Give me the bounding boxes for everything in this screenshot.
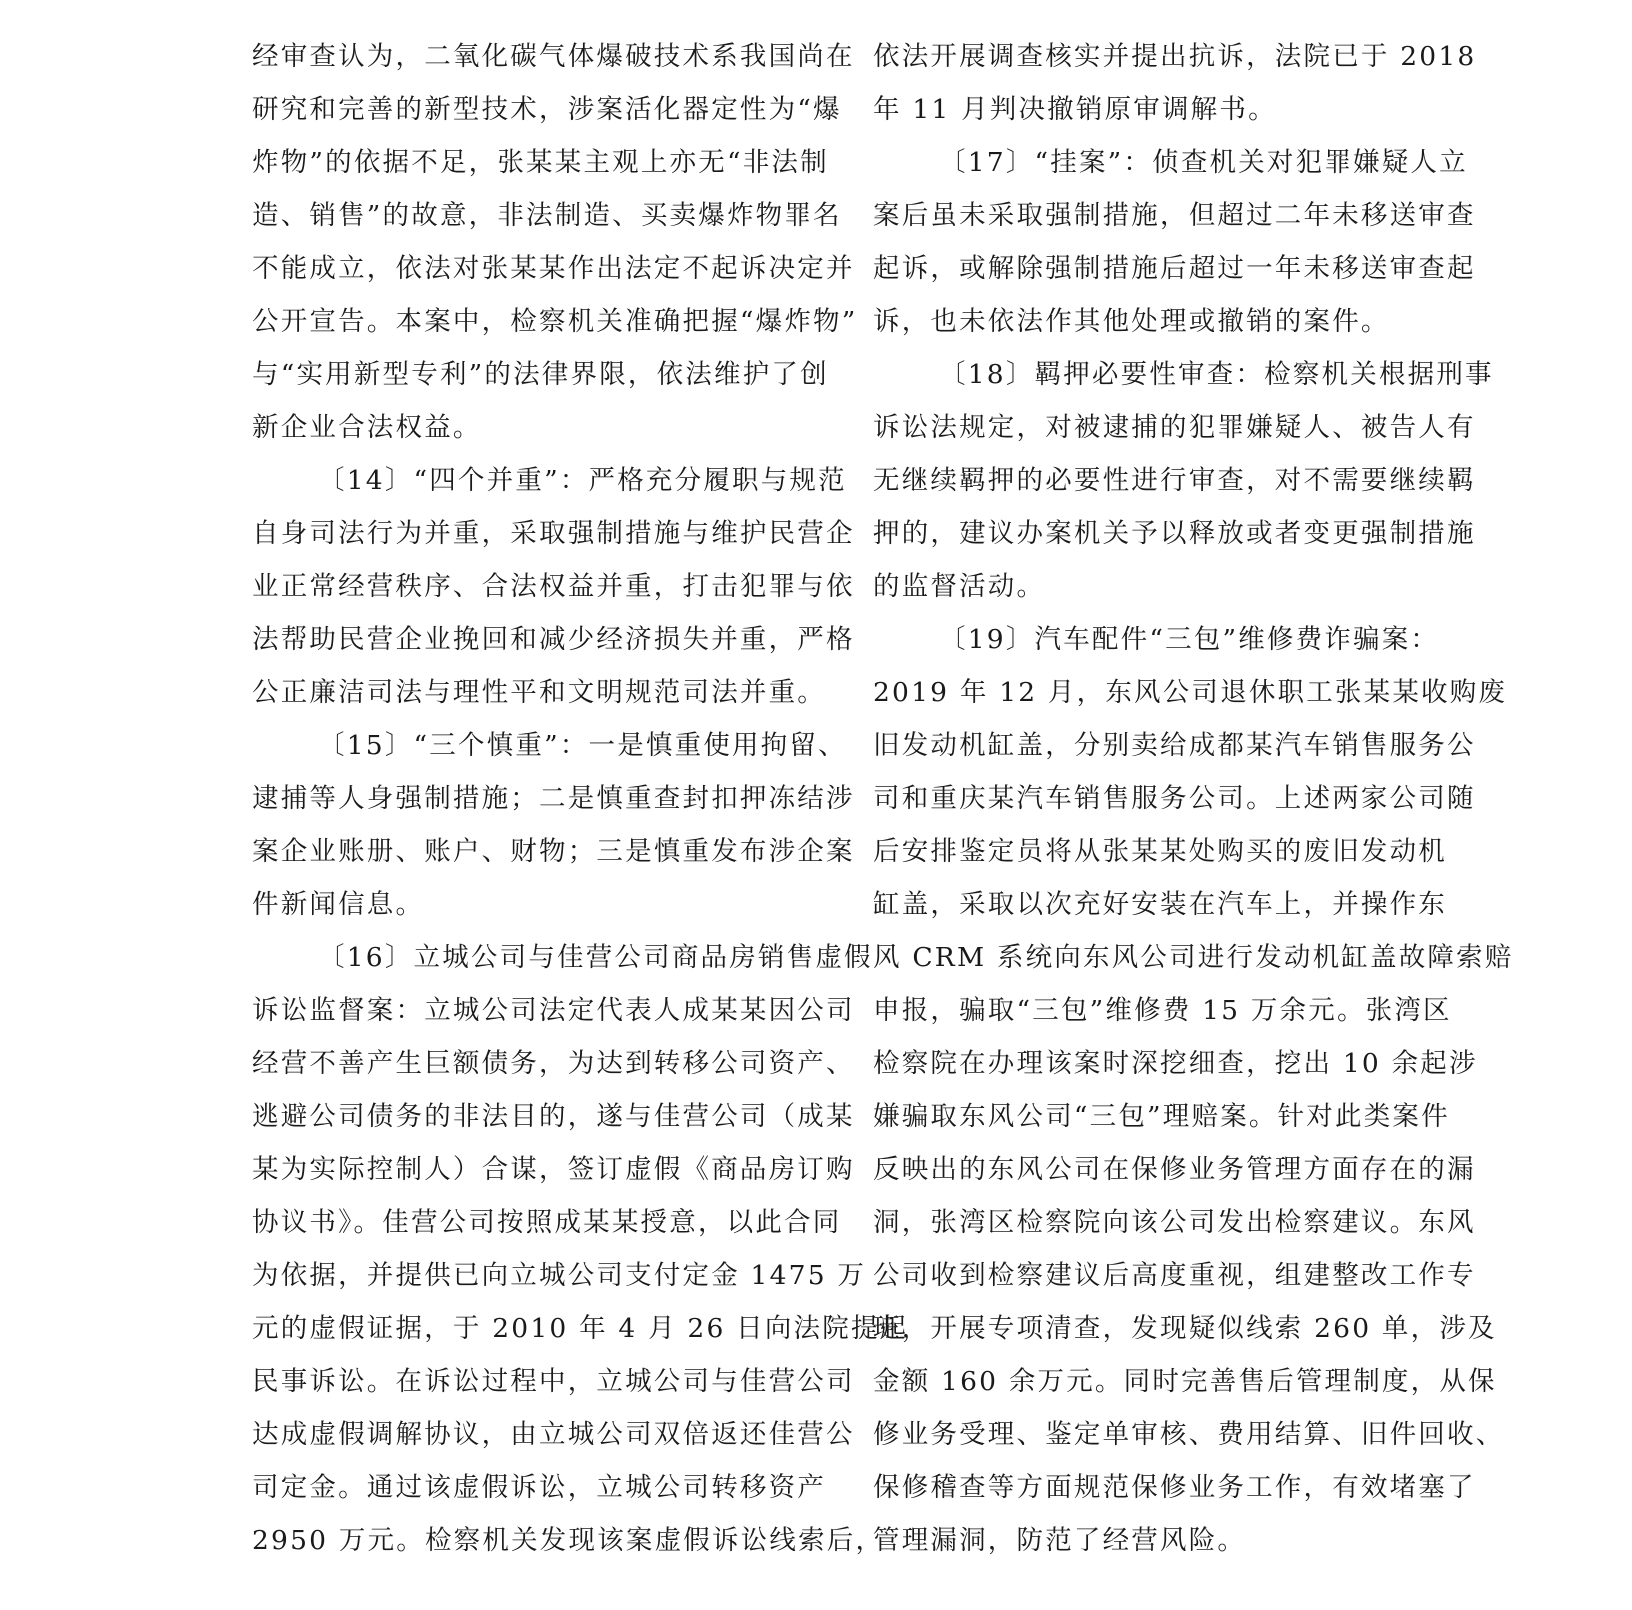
text-line: 嫌骗取东风公司“三包”理赔案。针对此类案件: [873, 1101, 1450, 1132]
text-line: 诉讼法规定，对被逮捕的犯罪嫌疑人、被告人有: [873, 412, 1476, 443]
text-line: 不能成立，依法对张某某作出法定不起诉决定并: [252, 253, 855, 284]
text-line: 某为实际控制人）合谋，签订虚假《商品房订购: [252, 1154, 855, 1185]
text-line: 押的，建议办案机关予以释放或者变更强制措施: [873, 518, 1476, 549]
text-line: 〔16〕立城公司与佳营公司商品房销售虚假: [318, 942, 873, 973]
text-line: 2019 年 12 月，东风公司退休职工张某某收购废: [873, 677, 1508, 708]
text-line: 诉，也未依法作其他处理或撤销的案件。: [873, 306, 1390, 337]
text-line: 研究和完善的新型技术，涉案活化器定性为“爆: [252, 94, 842, 125]
text-line: 司定金。通过该虚假诉讼，立城公司转移资产: [252, 1472, 826, 1503]
text-line: 〔17〕“挂案”：侦查机关对犯罪嫌疑人立: [939, 147, 1468, 178]
text-line: 依法开展调查核实并提出抗诉，法院已于 2018: [873, 41, 1477, 72]
text-line: 造、销售”的故意，非法制造、买卖爆炸物罪名: [252, 200, 842, 231]
text-line: 公开宣告。本案中，检察机关准确把握“爆炸物”: [252, 306, 858, 337]
text-line: 自身司法行为并重，采取强制措施与维护民营企: [252, 518, 855, 549]
text-line: 元的虚假证据，于 2010 年 4 月 26 日向法院提起: [252, 1313, 909, 1344]
text-line: 逮捕等人身强制措施；二是慎重查封扣押冻结涉: [252, 783, 855, 814]
text-line: 〔15〕“三个慎重”：一是慎重使用拘留、: [318, 730, 847, 761]
left-text-column: [252, 30, 909, 1567]
text-line: 司和重庆某汽车销售服务公司。上述两家公司随: [873, 783, 1476, 814]
text-line: 无继续羁押的必要性进行审查，对不需要继续羁: [873, 465, 1476, 496]
text-line: 与“实用新型专利”的法律界限，依法维护了创: [252, 359, 829, 390]
text-line: 申报，骗取“三包”维修费 15 万余元。张湾区: [873, 995, 1452, 1026]
text-line: 为依据，并提供已向立城公司支付定金 1475 万: [252, 1260, 867, 1291]
text-line: 后安排鉴定员将从张某某处购买的废旧发动机: [873, 836, 1447, 867]
text-line: 公司收到检察建议后高度重视，组建整改工作专: [873, 1260, 1476, 1291]
text-line: 反映出的东风公司在保修业务管理方面存在的漏: [873, 1154, 1476, 1185]
text-line: 炸物”的依据不足，张某某主观上亦无“非法制: [252, 147, 829, 178]
text-line: 〔14〕“四个并重”：严格充分履职与规范: [318, 465, 847, 496]
text-line: 协议书》。佳营公司按照成某某授意，以此合同: [252, 1207, 842, 1238]
text-line: 金额 160 余万元。同时完善售后管理制度，从保: [873, 1366, 1497, 1397]
text-line: 业正常经营秩序、合法权益并重，打击犯罪与依: [252, 571, 855, 602]
text-line: 班，开展专项清查，发现疑似线索 260 单，涉及: [873, 1313, 1497, 1344]
text-line: 法帮助民营企业挽回和减少经济损失并重，严格: [252, 624, 855, 655]
text-line: 新企业合法权益。: [252, 412, 482, 443]
text-line: 洞，张湾区检察院向该公司发出检察建议。东风: [873, 1207, 1476, 1238]
text-line: 逃避公司债务的非法目的，遂与佳营公司（成某: [252, 1101, 855, 1132]
text-line: 经营不善产生巨额债务，为达到转移公司资产、: [252, 1048, 855, 1079]
text-line: 管理漏洞，防范了经营风险。: [873, 1525, 1247, 1556]
right-text-column: [873, 30, 1514, 1567]
text-line: 起诉，或解除强制措施后超过一年未移送审查起: [873, 253, 1476, 284]
text-line: 〔18〕羁押必要性审查：检察机关根据刑事: [939, 359, 1494, 390]
text-line: 保修稽查等方面规范保修业务工作，有效堵塞了: [873, 1472, 1476, 1503]
text-line: 2950 万元。检察机关发现该案虚假诉讼线索后，: [252, 1525, 885, 1556]
text-line: 公正廉洁司法与理性平和文明规范司法并重。: [252, 677, 826, 708]
text-line: 年 11 月判决撤销原审调解书。: [873, 94, 1277, 125]
text-line: 达成虚假调解协议，由立城公司双倍返还佳营公: [252, 1419, 855, 1450]
text-line: 风 CRM 系统向东风公司进行发动机缸盖故障索赔: [873, 942, 1514, 973]
text-line: 件新闻信息。: [252, 889, 425, 920]
text-line: 缸盖，采取以次充好安装在汽车上，并操作东: [873, 889, 1447, 920]
text-line: 〔19〕汽车配件“三包”维修费诈骗案：: [939, 624, 1440, 655]
text-line: 经审查认为，二氧化碳气体爆破技术系我国尚在: [252, 41, 855, 72]
text-line: 案企业账册、账户、财物；三是慎重发布涉企案: [252, 836, 855, 867]
text-line: 修业务受理、鉴定单审核、费用结算、旧件回收、: [873, 1419, 1505, 1450]
text-line: 民事诉讼。在诉讼过程中，立城公司与佳营公司: [252, 1366, 855, 1397]
text-line: 诉讼监督案：立城公司法定代表人成某某因公司: [252, 995, 855, 1026]
text-line: 案后虽未采取强制措施，但超过二年未移送审查: [873, 200, 1476, 231]
text-line: 检察院在办理该案时深挖细查，挖出 10 余起涉: [873, 1048, 1478, 1079]
text-line: 旧发动机缸盖，分别卖给成都某汽车销售服务公: [873, 730, 1476, 761]
text-line: 的监督活动。: [873, 571, 1046, 602]
